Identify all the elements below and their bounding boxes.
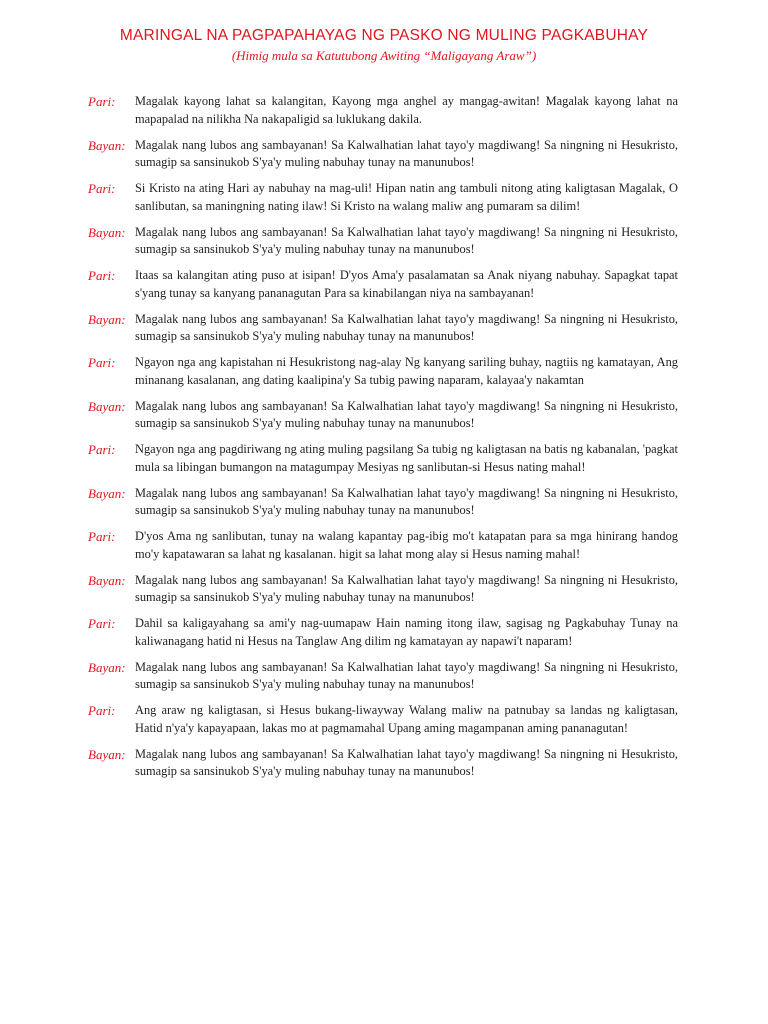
verse-bayan (88, 746, 678, 781)
verse-bayan (88, 659, 678, 694)
speaker-label: Pari: (88, 181, 116, 196)
speaker-label: Bayan: (88, 572, 126, 588)
verse-bayan (88, 311, 678, 346)
verse-bayan (88, 137, 678, 172)
speaker-label: Bayan: (88, 659, 126, 675)
verse-bayan (88, 224, 678, 259)
verse-text: Magalak nang lubos ang sambayanan! Sa Kalwalhatian lahat tayo'y magdiwang! Sa ningning ni Hesukristo, sumagip sa sansinukob S'ya'y muling nabuhay tunay na manunubos! (135, 572, 678, 604)
document-subtitle: (Himig mula sa Katutubong Awiting “Maligayang Araw”) (231, 48, 537, 63)
speaker-label: Pari: (88, 442, 116, 457)
speaker-label: Bayan: (88, 224, 126, 240)
verse-bayan (88, 485, 678, 520)
speaker-label: Bayan: (88, 311, 126, 327)
verse-text: D'yos Ama ng sanlibutan, tunay na walang kapantay pag-ibig mo't katapatan para sa mga hinirang handog mo'y kapatawaran sa lahat ng kasalanan. higit sa lahat mong alay si Hesus naming mahal! (135, 529, 678, 561)
verse-text: Magalak nang lubos ang sambayanan! Sa Kalwalhatian lahat tayo'y magdiwang! Sa ningning ni Hesukristo, sumagip sa sansinukob S'ya'y muling nabuhay tunay na manunubos! (135, 398, 678, 430)
verse-pari (88, 441, 678, 476)
verse-pari (88, 528, 678, 563)
verse-text: Magalak nang lubos ang sambayanan! Sa Kalwalhatian lahat tayo'y magdiwang! Sa ningning ni Hesukristo, sumagip sa sansinukob S'ya'y muling nabuhay tunay na manunubos! (135, 746, 678, 778)
verse-bayan (88, 572, 678, 607)
verse-text: Ngayon nga ang pagdiriwang ng ating muling pagsilang Sa tubig ng kaligtasan na batis ng kabanalan, 'pagkat mula sa libingan bumangon na matagumpay Mesiyas ng sanlibutan-si Hesus nating mahal! (135, 442, 678, 474)
verse-text: Magalak nang lubos ang sambayanan! Sa Kalwalhatian lahat tayo'y magdiwang! Sa ningning ni Hesukristo, sumagip sa sansinukob S'ya'y muling nabuhay tunay na manunubos! (135, 659, 678, 691)
verse-text: Si Kristo na ating Hari ay nabuhay na mag-uli! Hipan natin ang tambuli nitong ating kaligtasan Magalak, O sanlibutan, sa maningning nating ilaw! Si Kristo na walang maliw ang pumaram sa dilim! (135, 181, 678, 213)
verse-bayan (88, 398, 678, 433)
verse-pari (88, 267, 678, 302)
speaker-label: Pari: (88, 529, 116, 544)
verse-text: Magalak nang lubos ang sambayanan! Sa Kalwalhatian lahat tayo'y magdiwang! Sa ningning ni Hesukristo, sumagip sa sansinukob S'ya'y muling nabuhay tunay na manunubos! (135, 311, 678, 343)
speaker-label: Bayan: (88, 485, 126, 501)
speaker-label: Pari: (88, 94, 116, 109)
verse-text: Ngayon nga ang kapistahan ni Hesukristong nag-alay Ng kanyang sariling buhay, nagtiis ng kamatayan, Ang minanang kasalanan, ang dating kaalipina'y Sa tubig pawing naparam, kalayaa'y nakamtan (135, 355, 678, 387)
verse-text: Ang araw ng kaligtasan, si Hesus bukang-liwayway Walang maliw na patnubay sa landas ng kaligtasan, Hatid n'ya'y kapayapaan, lakas mo at pagmamahal Upang aming magampanan aming pananagutan! (135, 703, 678, 735)
verse-pari (88, 615, 678, 650)
speaker-label: Pari: (88, 703, 116, 718)
speaker-label: Pari: (88, 268, 116, 283)
verse-text: Magalak nang lubos ang sambayanan! Sa Kalwalhatian lahat tayo'y magdiwang! Sa ningning ni Hesukristo, sumagip sa sansinukob S'ya'y muling nabuhay tunay na manunubos! (135, 224, 678, 256)
verse-text: Dahil sa kaligayahang sa ami'y nag-uumapaw Hain naming itong ilaw, sagisag ng Pagkabuhay Tunay na kaliwanagang hatid ni Hesus na Tanglaw Ang dilim ng kamatayan ay napawi't naparam! (135, 616, 678, 648)
verse-pari (88, 354, 678, 389)
verse-pari (88, 180, 678, 215)
verse-text: Magalak nang lubos ang sambayanan! Sa Kalwalhatian lahat tayo'y magdiwang! Sa ningning ni Hesukristo, sumagip sa sansinukob S'ya'y muling nabuhay tunay na manunubos! (135, 137, 678, 169)
verse-text: Magalak kayong lahat sa kalangitan, Kayong mga anghel ay mangag-awitan! Magalak kayong lahat na mapapalad na nilikha Na nakapaligid sa luklukang dakila. (135, 94, 678, 126)
verse-text: Itaas sa kalangitan ating puso at isipan! D'yos Ama'y pasalamatan sa Anak niyang nabuhay. Sapagkat tapat s'yang tunay sa kanyang pananagutan Para sa kinabilangan niya na sambayanan! (135, 268, 678, 300)
verse-list (88, 93, 678, 789)
document-title: MARINGAL NA PAGPAPAHAYAG NG PASKO NG MULING PAGKABUHAY (119, 27, 649, 44)
speaker-label: Bayan: (88, 398, 126, 414)
verse-pari (88, 702, 678, 737)
speaker-label: Pari: (88, 355, 116, 370)
speaker-label: Pari: (88, 616, 116, 631)
speaker-label: Bayan: (88, 137, 126, 153)
speaker-label: Bayan: (88, 746, 126, 762)
verse-pari (88, 93, 678, 128)
verse-text: Magalak nang lubos ang sambayanan! Sa Kalwalhatian lahat tayo'y magdiwang! Sa ningning ni Hesukristo, sumagip sa sansinukob S'ya'y muling nabuhay tunay na manunubos! (135, 485, 678, 517)
